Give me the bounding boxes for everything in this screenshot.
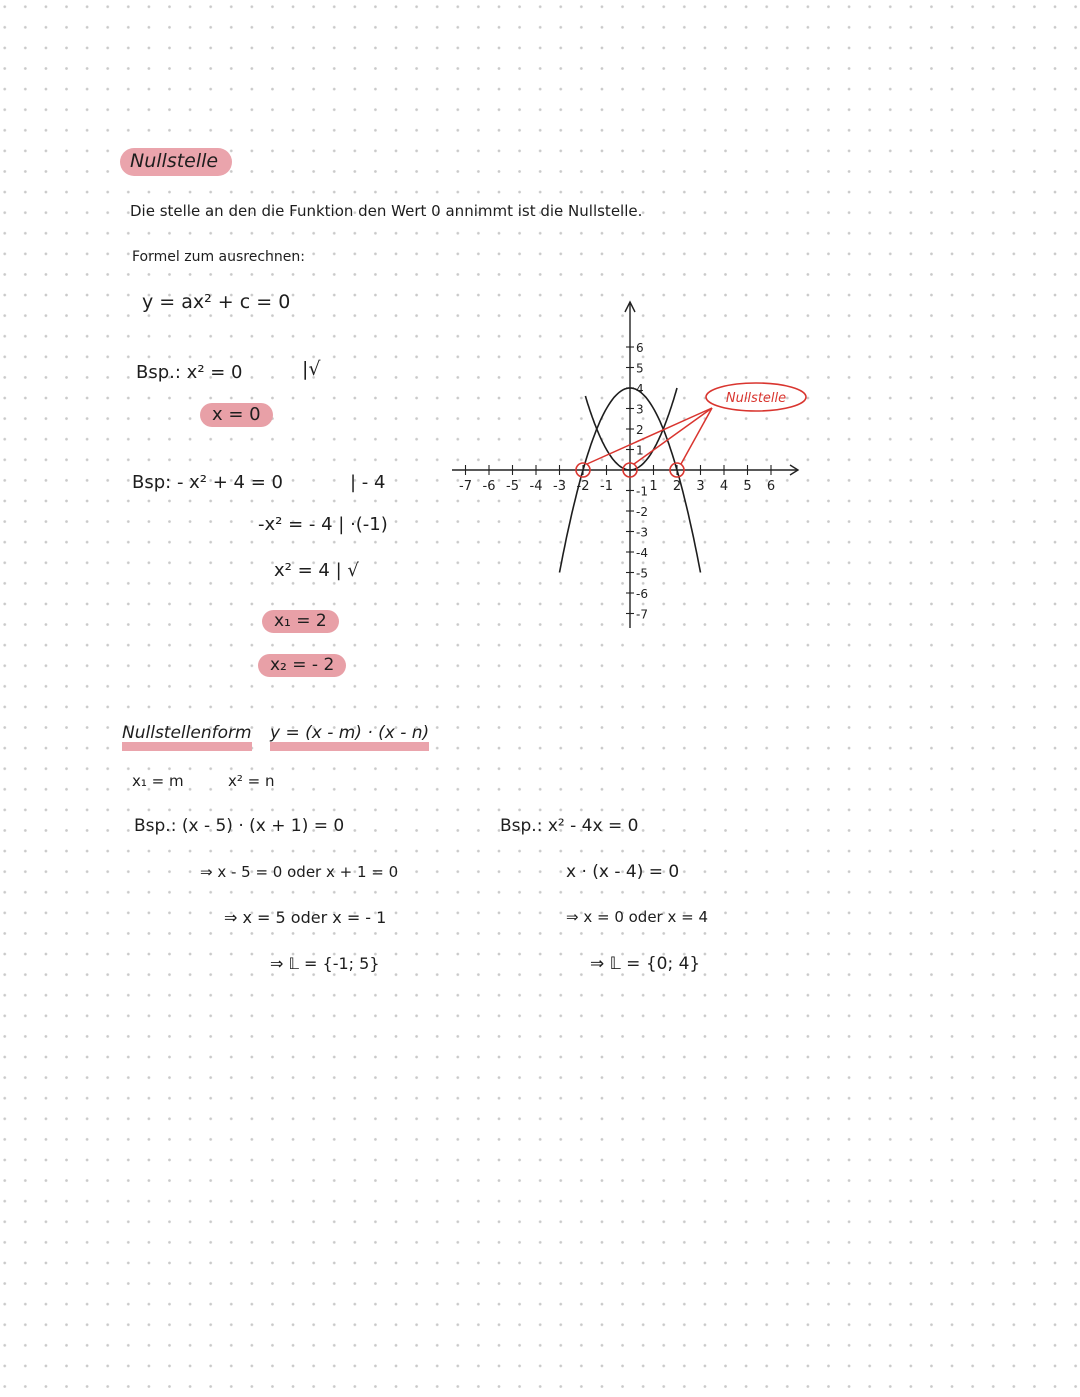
- example4-step2: ⇒ x = 0 oder x = 4: [566, 908, 709, 926]
- example2-operation: | - 4: [350, 472, 386, 493]
- example1-equation: Bsp.: x² = 0: [136, 362, 243, 383]
- nullstellenform-formula: y = (x - m) · (x - n): [270, 725, 429, 751]
- y-tick-label: 2: [636, 423, 644, 437]
- y-tick-label: -6: [636, 587, 648, 601]
- example2-x1: x₁ = 2: [262, 610, 339, 633]
- example1-operation: |√: [302, 358, 321, 380]
- x-tick-label: -4: [529, 479, 543, 494]
- x-tick-label: 3: [696, 479, 705, 494]
- page-title: Nullstelle: [120, 148, 232, 176]
- formula: y = ax² + c = 0: [142, 291, 291, 313]
- definition-text: Die stelle an den die Funktion den Wert 0 annimmt ist die Nullstelle.: [130, 202, 643, 220]
- example2-equation: Bsp: - x² + 4 = 0: [132, 472, 283, 493]
- nullstellenform-x2: x² = n: [228, 772, 275, 790]
- y-tick-label: -3: [636, 525, 648, 540]
- y-tick-label: 1: [636, 443, 644, 458]
- nullstellenform-x1: x₁ = m: [132, 772, 184, 790]
- y-tick-label: -2: [636, 505, 648, 519]
- parabola-graph: [440, 290, 820, 650]
- example3-step2: ⇒ x = 5 oder x = - 1: [224, 908, 387, 927]
- x-tick-label: -5: [506, 479, 519, 494]
- x-tick-label: -7: [459, 479, 472, 494]
- x-tick-label: -1: [600, 479, 613, 494]
- callout-label: Nullstelle: [725, 391, 787, 406]
- callout-line: [681, 408, 712, 464]
- x-tick-label: 6: [766, 479, 776, 494]
- example2-step1: -x² = - 4 | ·(-1): [258, 514, 388, 535]
- x-tick-label: -3: [553, 479, 566, 494]
- x-tick-label: 5: [743, 479, 752, 494]
- x-tick-label: 1: [649, 479, 658, 494]
- y-tick-label: -1: [636, 484, 648, 499]
- y-tick-label: -7: [636, 607, 648, 622]
- y-tick-label: 3: [636, 402, 644, 417]
- y-tick-label: 4: [636, 382, 644, 396]
- x-tick-label: 2: [672, 479, 682, 494]
- formula-label: Formel zum ausrechnen:: [132, 249, 305, 265]
- y-tick-label: -4: [636, 546, 648, 560]
- example1-result: x = 0: [200, 403, 273, 427]
- y-tick-label: -5: [636, 566, 648, 581]
- example4-result: ⇒ 𝕃 = {0; 4}: [590, 954, 701, 974]
- example3-result: ⇒ 𝕃 = {-1; 5}: [270, 954, 380, 973]
- example2-step2: x² = 4 | √: [274, 560, 359, 581]
- x-tick-label: -2: [576, 479, 590, 494]
- x-tick-label: -6: [482, 479, 496, 494]
- example3-equation: Bsp.: (x - 5) · (x + 1) = 0: [134, 816, 345, 836]
- nullstellenform-title: Nullstellenform: [122, 725, 252, 751]
- y-tick-label: 6: [636, 341, 644, 355]
- example4-equation: Bsp.: x² - 4x = 0: [500, 816, 639, 836]
- example2-x2: x₂ = - 2: [258, 654, 346, 677]
- example3-step1: ⇒ x - 5 = 0 oder x + 1 = 0: [200, 863, 399, 881]
- example4-step1: x · (x - 4) = 0: [566, 862, 680, 882]
- y-tick-label: 5: [636, 361, 644, 376]
- x-tick-label: 4: [719, 479, 729, 494]
